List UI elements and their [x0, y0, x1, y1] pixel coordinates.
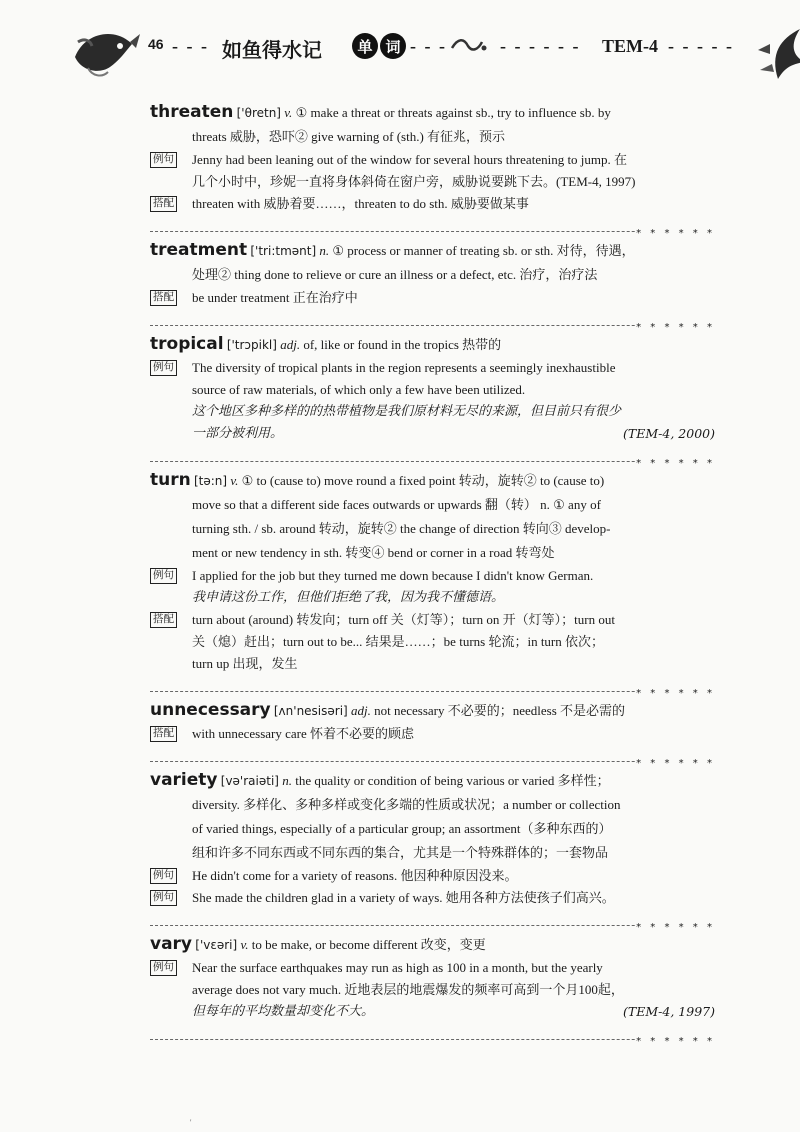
definition: of, like or found in the tropics 热带的 — [303, 337, 502, 352]
entry-headline — [150, 698, 715, 723]
example-translation — [192, 401, 715, 423]
example-tag: 例句 — [150, 868, 177, 884]
headword: vary — [150, 934, 193, 954]
example-tag: 例句 — [150, 360, 177, 376]
example-line: be under treatment 正在治疗中 — [192, 290, 358, 305]
header-title: 如鱼得水记 — [222, 38, 322, 62]
definition: ① to (cause to) move round a fixed point 转动，旋转② to (cause to) — [241, 473, 605, 488]
definition-continued: of varied things, especially of a particular group; an assortment（多种东西的） — [192, 821, 612, 836]
dictionary-entry — [150, 332, 715, 469]
entry-headline — [150, 100, 715, 125]
title-circle-char: 词 — [380, 33, 406, 59]
translation-text: 我申请这份工作，但他们拒绝了我，因为我不懂德语。 — [192, 590, 505, 605]
fish-right-icon — [750, 24, 800, 84]
example-line: turn up 出现，发生 — [192, 656, 298, 671]
scan-mark: ' — [190, 1118, 192, 1127]
example-tag: 例句 — [150, 568, 177, 584]
example-line: with unnecessary care 怀着不必要的顾虑 — [192, 726, 415, 741]
entry-headline — [150, 932, 715, 957]
wave-icon — [450, 36, 490, 54]
example-tag: 搭配 — [150, 290, 177, 306]
definition-continued: move so that a different side faces outwards or upwards 翻（转） n. ① any of — [192, 497, 601, 512]
page-header — [70, 14, 770, 86]
dictionary-content — [150, 100, 715, 1046]
dictionary-entry — [150, 768, 715, 933]
header-dashes: - - - - - — [668, 36, 734, 56]
example-source: (TEM-4, 1997) — [623, 1004, 715, 1019]
headword: turn — [150, 470, 191, 490]
fish-left-icon — [70, 22, 140, 82]
separator-stars: * * * * * * — [636, 322, 715, 333]
phonetic: ['tri:tmənt] — [250, 244, 317, 258]
headword: variety — [150, 770, 218, 790]
part-of-speech: n. — [319, 243, 330, 258]
part-of-speech: v. — [230, 473, 239, 488]
example-tag: 例句 — [150, 960, 177, 976]
example-translation — [192, 1001, 715, 1023]
dictionary-entry — [150, 238, 715, 333]
dictionary-entry — [150, 698, 715, 769]
headword: unnecessary — [150, 700, 271, 720]
entry-separator — [150, 445, 715, 469]
definition-continued: turning sth. / sb. around 转动，旋转② the change of direction 转向③ develop- — [192, 521, 611, 536]
entry-headline — [150, 468, 715, 493]
example-line: He didn't come for a variety of reasons. 他因种种原因没来。 — [192, 868, 518, 883]
example-line: 关（熄）赶出；turn out to be... 结果是……；be turns 轮流；in turn 依次； — [192, 634, 605, 649]
separator-stars: * * * * * * — [636, 688, 715, 699]
entry-separator — [150, 675, 715, 699]
definition: not necessary 不必要的；needless 不是必需的 — [374, 703, 626, 718]
example-tag: 搭配 — [150, 612, 177, 628]
example-line: turn about (around) 转发向；turn off 关（灯等）；turn on 开（灯等）；turn out — [192, 612, 615, 627]
header-dashes: - - - — [410, 36, 447, 56]
dictionary-entry — [150, 100, 715, 239]
separator-stars: * * * * * * — [636, 922, 715, 933]
headword: tropical — [150, 334, 224, 354]
collocation — [150, 193, 715, 215]
example-translation — [192, 423, 715, 445]
example-sentence — [150, 957, 715, 1023]
part-of-speech: v. — [284, 105, 293, 120]
title-circle-char: 单 — [352, 33, 378, 59]
header-title-circles — [352, 33, 406, 59]
translation-text: 这个地区多种多样的的热带植物是我们原材料无尽的来源，但目前只有很少 — [192, 404, 622, 419]
part-of-speech: adj. — [350, 703, 371, 718]
example-line: average does not vary much. 近地表层的地震爆发的频率可高到一个月100起， — [192, 982, 624, 997]
entry-separator — [150, 745, 715, 769]
entry-headline — [150, 768, 715, 793]
header-dashes: - - - — [172, 36, 209, 56]
entry-separator — [150, 909, 715, 933]
dictionary-entry — [150, 932, 715, 1047]
definition-continued: diversity. 多样化、多种多样或变化多端的性质或状况；a number or collection — [192, 797, 621, 812]
separator-stars: * * * * * * — [636, 458, 715, 469]
example-sentence — [150, 149, 715, 193]
example-tag: 例句 — [150, 152, 177, 168]
headword: threaten — [150, 102, 234, 122]
definition-continued: 处理② thing done to relieve or cure an illness or a defect, etc. 治疗，治疗法 — [192, 267, 598, 282]
translation-text: 但每年的平均数量却变化不大。 — [192, 1004, 375, 1019]
example-sentence — [150, 865, 715, 887]
collocation — [150, 287, 715, 309]
collocation — [150, 723, 715, 745]
phonetic: [və'raiəti] — [220, 774, 279, 788]
definition: to be make, or become different 改变，变更 — [251, 937, 486, 952]
separator-stars: * * * * * * — [636, 1036, 715, 1047]
example-line: Near the surface earthquakes may run as high as 100 in a month, but the yearly — [192, 960, 603, 975]
section-label: TEM-4 — [602, 36, 658, 56]
example-line: Jenny had been leaning out of the window for several hours threatening to jump. 在 — [192, 152, 628, 167]
example-tag: 搭配 — [150, 726, 177, 742]
definition-continued: ment or new tendency in sth. 转变④ bend or corner in a road 转弯处 — [192, 545, 555, 560]
example-line: I applied for the job but they turned me down because I didn't know German. — [192, 568, 594, 583]
phonetic: [ʌn'nesisəri] — [273, 704, 348, 718]
part-of-speech: v. — [240, 937, 249, 952]
translation-text: 一部分被利用。 — [192, 426, 284, 441]
definition: ① make a threat or threats against sb., try to influence sb. by — [295, 105, 611, 120]
phonetic: ['vεəri] — [195, 938, 238, 952]
entry-separator — [150, 309, 715, 333]
phonetic: ['θretn] — [236, 106, 281, 120]
entry-separator — [150, 1023, 715, 1047]
definition: the quality or condition of being various or varied 多样性； — [295, 773, 610, 788]
separator-stars: * * * * * * — [636, 228, 715, 239]
example-line: The diversity of tropical plants in the region represents a seemingly inexhaustible — [192, 360, 616, 375]
example-line: She made the children glad in a variety of ways. 她用各种方法使孩子们高兴。 — [192, 890, 615, 905]
entry-headline — [150, 332, 715, 357]
dictionary-entry — [150, 468, 715, 699]
example-sentence — [150, 887, 715, 909]
example-translation — [192, 587, 715, 609]
definition-continued: threats 威胁，恐吓② give warning of (sth.) 有征兆，预示 — [192, 129, 506, 144]
example-line: threaten with 威胁着要……，threaten to do sth. 威胁要做某事 — [192, 196, 529, 211]
page-number: 46 — [148, 36, 164, 52]
definition-continued: 组和许多不同东西或不同东西的集合，尤其是一个特殊群体的；一套物品 — [192, 845, 609, 860]
example-line: source of raw materials, of which only a few have been utilized. — [192, 382, 526, 397]
example-sentence — [150, 565, 715, 609]
phonetic: [tə:n] — [193, 474, 228, 488]
example-source: (TEM-4, 2000) — [623, 426, 715, 441]
headword: treatment — [150, 240, 248, 260]
part-of-speech: adj. — [280, 337, 301, 352]
example-tag: 搭配 — [150, 196, 177, 212]
entry-separator — [150, 215, 715, 239]
example-tag: 例句 — [150, 890, 177, 906]
definition: ① process or manner of treating sb. or sth. 对待，待遇， — [332, 243, 635, 258]
part-of-speech: n. — [282, 773, 292, 788]
header-dashes: - - - - - - — [500, 36, 581, 56]
entry-headline — [150, 238, 715, 263]
example-line: 几个小时中，珍妮一直将身体斜倚在窗户旁，威胁说要跳下去。(TEM-4, 1997) — [192, 174, 636, 189]
phonetic: ['trɔpikl] — [226, 338, 277, 352]
example-sentence — [150, 357, 715, 445]
separator-stars: * * * * * * — [636, 758, 715, 769]
collocation — [150, 609, 715, 675]
